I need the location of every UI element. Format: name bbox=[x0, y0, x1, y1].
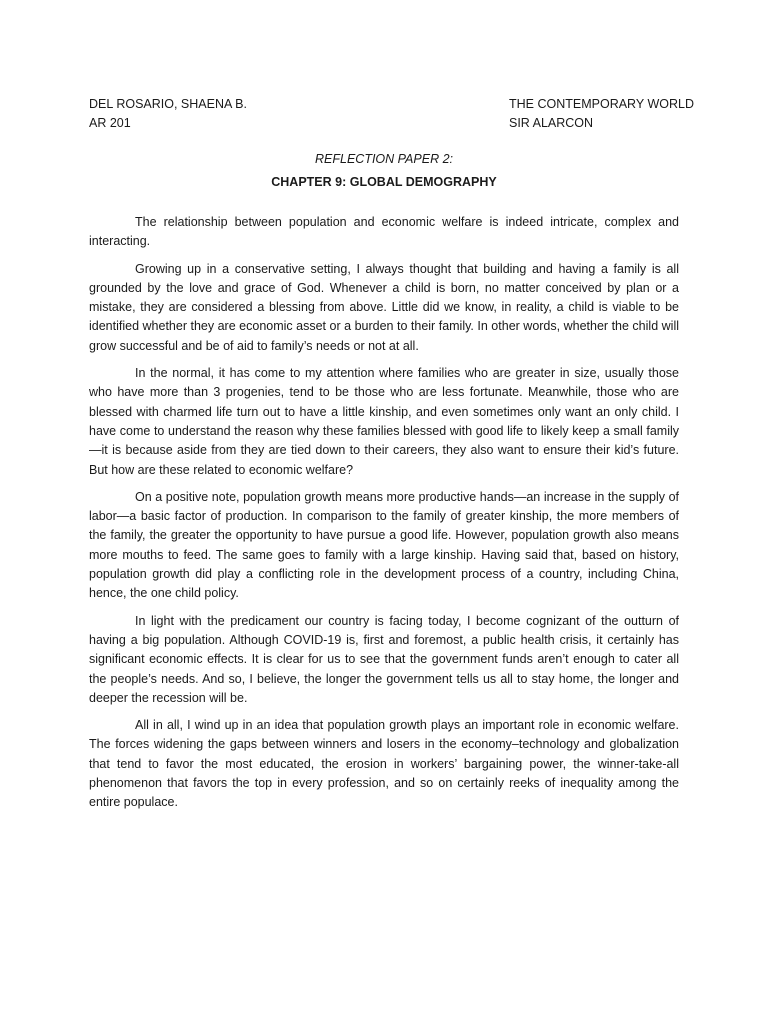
chapter-title: CHAPTER 9: GLOBAL DEMOGRAPHY bbox=[271, 175, 497, 189]
paragraph-4: On a positive note, population growth means more productive hands—an increase in the supply of labor—a basic factor of production. In comparison to the family of greater kinship, the more members of the family, the greater the opportunity to have pursue a good life. However, population growth also means more mouths to feed. The same goes to family with a large kinship. Having said that, based on history, population growth did play a conflicting role in the development process of a country, including China, hence, the one child policy. bbox=[89, 489, 679, 601]
course-name: THE CONTEMPORARY WORLD bbox=[509, 97, 694, 111]
paper-subtitle: REFLECTION PAPER 2: bbox=[315, 152, 453, 166]
body-text bbox=[89, 213, 679, 821]
author-name: DEL ROSARIO, SHAENA B. bbox=[89, 97, 247, 111]
paragraph-2: Growing up in a conservative setting, I always thought that building and having a family is all grounded by the love and grace of God. Whenever a child is born, no matter conceived by plan or a mistake, they are considered a blessing from above. Little did we know, in reality, a child is viable to be identified whether they are economic asset or a burden to their family. In other words, whether the child will grow successful and be of aid to family’s needs or not at all. bbox=[89, 261, 679, 353]
title-block bbox=[89, 150, 679, 192]
instructor-name: SIR ALARCON bbox=[509, 116, 594, 130]
course-block bbox=[509, 95, 694, 133]
paragraph-5: In light with the predicament our country is facing today, I become cognizant of the outturn of having a big population. Although COVID-19 is, first and foremost, a public health crisis, it certainly has significant economic effects. It is clear for us to see that the government funds aren’t enough to cater all the people’s needs. And so, I believe, the longer the government tells us all to stay home, the longer and deeper the recession will be. bbox=[89, 613, 679, 705]
paragraph-3: In the normal, it has come to my attention where families who are greater in size, usually those who have more than 3 progenies, tend to be those who are less fortunate. Meanwhile, those who are blessed with charmed life turn out to have a little kinship, and even sometimes only want an only child. I have come to understand the reason why these families blessed with good life to likely keep a small family—it is because aside from they are tied down to their careers, they also want to ensure their kid’s future. But how are these related to economic welfare? bbox=[89, 366, 679, 477]
section-code: AR 201 bbox=[89, 116, 131, 130]
paragraph-1: The relationship between population and economic welfare is indeed intricate, complex and interacting. bbox=[89, 215, 679, 249]
paragraph-6: All in all, I wind up in an idea that population growth plays an important role in economic welfare. The forces widening the gaps between winners and losers in the economy–technology and globalization that tend to favor the most educated, the erosion in workers’ bargaining power, the winner-take-all phenomenon that favors the top in every profession, and so on certainly reeks of inequality among the entire populace. bbox=[89, 718, 679, 810]
author-block bbox=[89, 95, 247, 133]
